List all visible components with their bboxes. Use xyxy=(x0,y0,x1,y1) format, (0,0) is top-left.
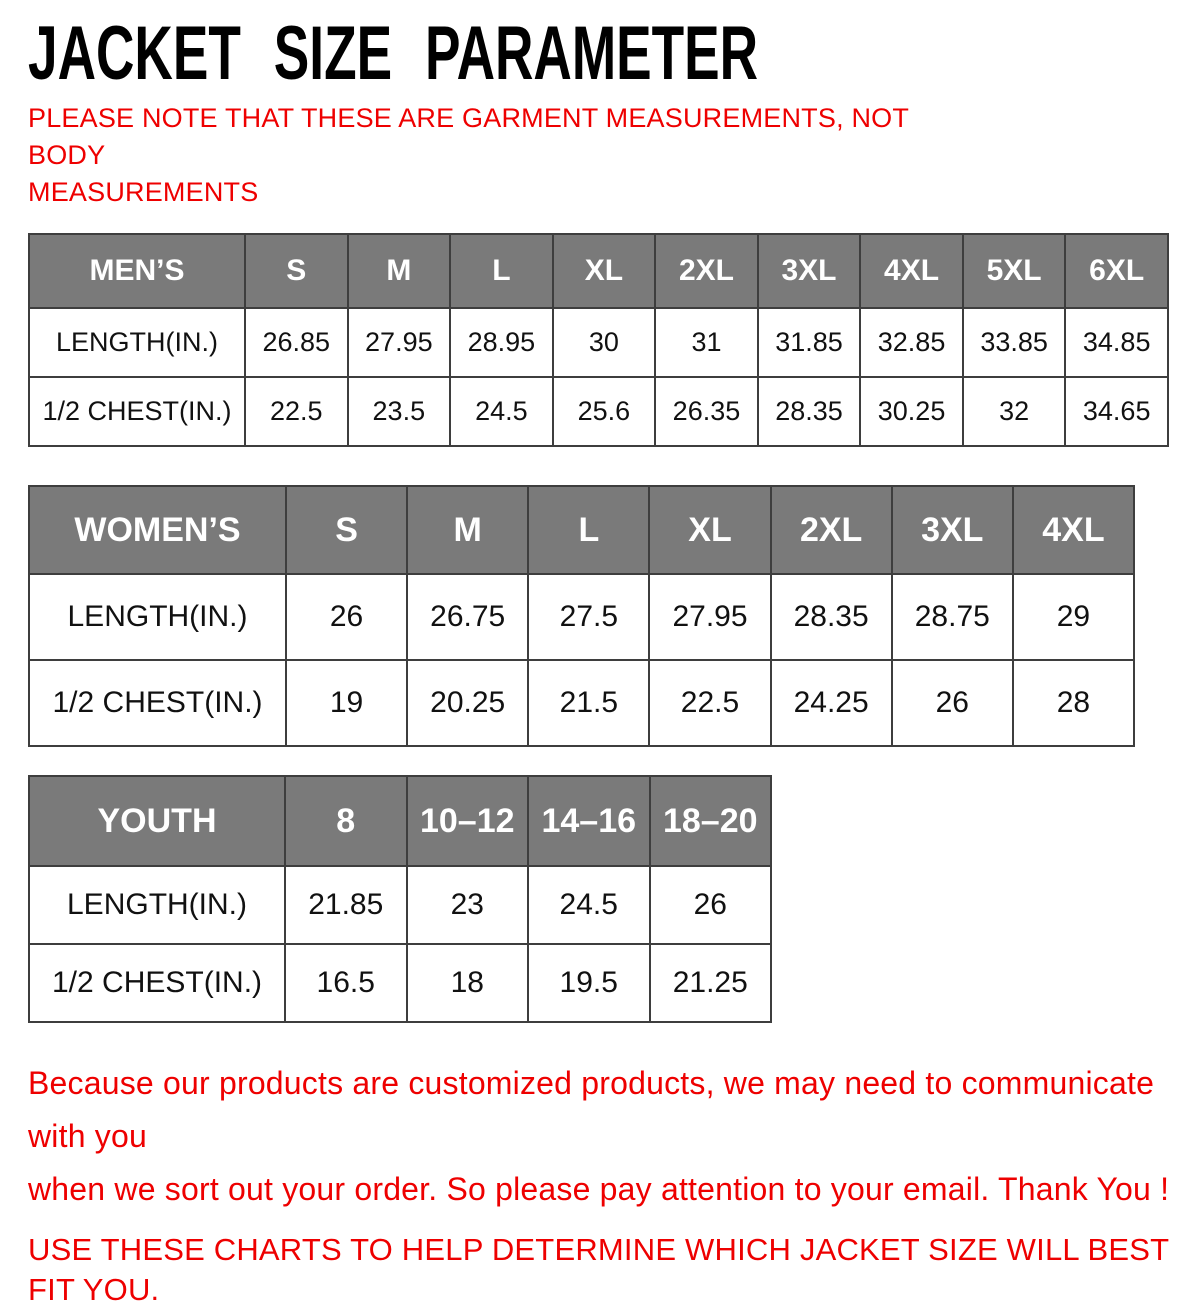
mens-size-header: 2XL xyxy=(655,234,758,308)
value-cell: 21.25 xyxy=(650,944,772,1022)
mens-size-header: XL xyxy=(553,234,656,308)
value-cell: 34.65 xyxy=(1065,377,1168,446)
youth-size-header: 14–16 xyxy=(528,776,650,866)
youth-size-header: 18–20 xyxy=(650,776,772,866)
value-cell: 18 xyxy=(407,944,529,1022)
mens-size-table xyxy=(28,233,1169,447)
mens-size-header: 5XL xyxy=(963,234,1066,308)
value-cell: 25.6 xyxy=(553,377,656,446)
fit-advice: USE THESE CHARTS TO HELP DETERMINE WHICH JACKET SIZE WILL BEST FIT YOU. xyxy=(28,1232,1169,1308)
womens-size-header: 2XL xyxy=(771,486,892,574)
value-cell: 23.5 xyxy=(348,377,451,446)
womens-size-header: XL xyxy=(649,486,770,574)
youth-data-row xyxy=(29,866,771,944)
womens-size-header: M xyxy=(407,486,528,574)
mens-size-header: L xyxy=(450,234,553,308)
value-cell: 30.25 xyxy=(860,377,963,446)
value-cell: 19.5 xyxy=(528,944,650,1022)
value-cell: 31 xyxy=(655,308,758,377)
youth-size-header: 8 xyxy=(285,776,407,866)
womens-size-header: 4XL xyxy=(1013,486,1134,574)
value-cell: 28.95 xyxy=(450,308,553,377)
value-cell: 16.5 xyxy=(285,944,407,1022)
value-cell: 26 xyxy=(286,574,407,660)
value-cell: 26.35 xyxy=(655,377,758,446)
mens-data-row xyxy=(29,308,1168,377)
row-label: LENGTH(IN.) xyxy=(29,866,285,944)
womens-size-header: L xyxy=(528,486,649,574)
value-cell: 20.25 xyxy=(407,660,528,746)
row-label: LENGTH(IN.) xyxy=(29,574,286,660)
value-cell: 24.25 xyxy=(771,660,892,746)
row-label: 1/2 CHEST(IN.) xyxy=(29,944,285,1022)
value-cell: 31.85 xyxy=(758,308,861,377)
value-cell: 27.95 xyxy=(348,308,451,377)
value-cell: 26.85 xyxy=(245,308,348,377)
mens-header-row xyxy=(29,234,1168,308)
value-cell: 28.75 xyxy=(892,574,1013,660)
value-cell: 22.5 xyxy=(245,377,348,446)
value-cell: 23 xyxy=(407,866,529,944)
value-cell: 21.85 xyxy=(285,866,407,944)
value-cell: 34.85 xyxy=(1065,308,1168,377)
measurement-note: PLEASE NOTE THAT THESE ARE GARMENT MEASUREMENTS, NOT BODY MEASUREMENTS xyxy=(28,103,909,208)
row-label: 1/2 CHEST(IN.) xyxy=(29,660,286,746)
customization-notice: Because our products are customized products, we may need to communicate with you when we sort out your order. So please pay attention to your email. Thank You ! xyxy=(28,1065,1170,1208)
womens-group-label: WOMEN’S xyxy=(29,486,286,574)
value-cell: 26 xyxy=(650,866,772,944)
value-cell: 33.85 xyxy=(963,308,1066,377)
value-cell: 32 xyxy=(963,377,1066,446)
page-title: JACKET SIZE PARAMETER xyxy=(28,11,759,96)
mens-size-header: S xyxy=(245,234,348,308)
youth-group-label: YOUTH xyxy=(29,776,285,866)
value-cell: 27.5 xyxy=(528,574,649,660)
youth-header-row xyxy=(29,776,771,866)
youth-data-row xyxy=(29,944,771,1022)
value-cell: 27.95 xyxy=(649,574,770,660)
value-cell: 32.85 xyxy=(860,308,963,377)
value-cell: 19 xyxy=(286,660,407,746)
row-label: LENGTH(IN.) xyxy=(29,308,245,377)
womens-size-table xyxy=(28,485,1135,747)
mens-size-header: 4XL xyxy=(860,234,963,308)
value-cell: 28.35 xyxy=(758,377,861,446)
mens-data-row xyxy=(29,377,1168,446)
value-cell: 28.35 xyxy=(771,574,892,660)
youth-size-table xyxy=(28,775,772,1023)
value-cell: 24.5 xyxy=(528,866,650,944)
value-cell: 26 xyxy=(892,660,1013,746)
mens-size-header: M xyxy=(348,234,451,308)
mens-size-header: 6XL xyxy=(1065,234,1168,308)
value-cell: 26.75 xyxy=(407,574,528,660)
womens-size-header: S xyxy=(286,486,407,574)
value-cell: 22.5 xyxy=(649,660,770,746)
value-cell: 24.5 xyxy=(450,377,553,446)
womens-data-row xyxy=(29,660,1134,746)
value-cell: 30 xyxy=(553,308,656,377)
value-cell: 21.5 xyxy=(528,660,649,746)
womens-size-header: 3XL xyxy=(892,486,1013,574)
value-cell: 29 xyxy=(1013,574,1134,660)
mens-group-label: MEN’S xyxy=(29,234,245,308)
youth-size-header: 10–12 xyxy=(407,776,529,866)
mens-size-header: 3XL xyxy=(758,234,861,308)
row-label: 1/2 CHEST(IN.) xyxy=(29,377,245,446)
womens-header-row xyxy=(29,486,1134,574)
value-cell: 28 xyxy=(1013,660,1134,746)
womens-data-row xyxy=(29,574,1134,660)
